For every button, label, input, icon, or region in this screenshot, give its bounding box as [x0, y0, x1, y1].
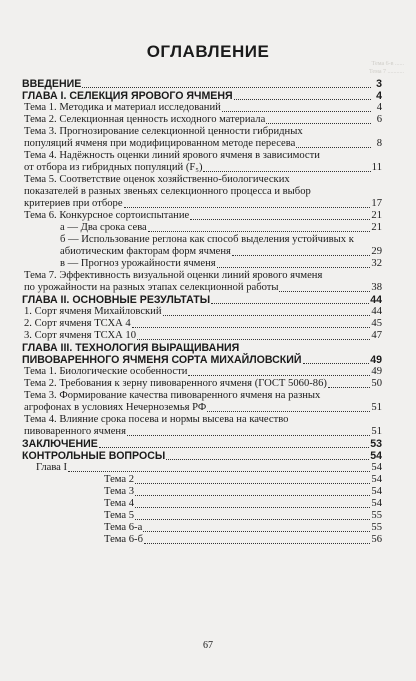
toc-page-number: 4 [376, 102, 382, 113]
toc-page-number: 3 [376, 78, 382, 90]
dot-leader [127, 435, 370, 436]
toc-entry-title: Тема 2. Селекционная ценность исходного материала [24, 114, 266, 125]
toc-entry-title: Глава I [36, 462, 68, 473]
dot-leader [211, 303, 369, 304]
toc-entry-line: б — Использование реглона как способ выделения устойчивых к [60, 234, 354, 245]
dot-leader [135, 495, 370, 496]
toc-heading [22, 438, 382, 450]
toc-entry [22, 174, 382, 210]
toc-entry-title: КОНТРОЛЬНЫЕ ВОПРОСЫ [22, 450, 166, 462]
dot-leader [296, 147, 371, 148]
toc-page-number: 29 [371, 246, 382, 257]
toc-entry-title: а — Два срока сева [60, 222, 147, 233]
toc-page-number: 17 [371, 198, 382, 209]
toc-entry [22, 234, 382, 258]
toc-entry [22, 498, 382, 510]
toc-page-number: 54 [371, 474, 382, 485]
toc-page-number: 49 [370, 354, 382, 366]
page-number: 67 [203, 640, 213, 651]
toc-entry [22, 222, 382, 234]
dot-leader [132, 327, 371, 328]
toc-entry-title: Тема 4 [104, 498, 135, 509]
toc-page-number: 54 [370, 450, 382, 462]
toc-entry-title: 2. Сорт ячменя ТСХА 4 [24, 318, 131, 329]
toc-page-number: 44 [371, 306, 382, 317]
dot-leader [203, 171, 370, 172]
dot-leader [124, 207, 371, 208]
toc-page-number: 53 [370, 438, 382, 450]
dot-leader [144, 543, 370, 544]
dot-leader [190, 219, 370, 220]
toc-entry-title: ПИВОВАРЕННОГО ЯЧМЕНЯ СОРТА МИХАЙЛОВСКИЙ [22, 354, 302, 366]
toc-entry [22, 306, 382, 318]
toc-entry-title: пивоваренного ячменя [24, 426, 126, 437]
toc-entry-title: агрофонах в условиях Нечерноземья РФ [24, 402, 207, 413]
toc-entry-line: Тема 7. Эффективность визуальной оценки линий ярового ячменя [24, 270, 323, 281]
dot-leader [217, 267, 371, 268]
toc-page-number: 11 [371, 162, 382, 173]
dot-leader [82, 87, 371, 88]
toc-page-number: 8 [376, 138, 382, 149]
toc-entry [22, 486, 382, 498]
dot-leader [148, 231, 371, 232]
dot-leader [222, 111, 371, 112]
toc-heading [22, 78, 382, 90]
toc-entry-title: ГЛАВА I. СЕЛЕКЦИЯ ЯРОВОГО ЯЧМЕНЯ [22, 90, 233, 102]
toc-entry-title: ВВЕДЕНИЕ [22, 78, 82, 90]
toc-entry-title: Тема 1. Биологические особенности [24, 366, 188, 377]
toc-entry-title: Тема 6. Конкурсное сортоиспытание [24, 210, 190, 221]
toc-entry-title: критериев при отборе [24, 198, 123, 209]
toc-entry-title: популяций ячменя при модифицированном методе пересева [24, 138, 296, 149]
toc-heading [22, 342, 382, 366]
bleed-through-text: Тема 6-в ...... Тема 7 ........... [368, 61, 404, 75]
dot-leader [135, 519, 370, 520]
toc-page-number: 55 [371, 510, 382, 521]
toc-entry [22, 522, 382, 534]
toc-page-number: 54 [371, 486, 382, 497]
toc-page-number: 32 [371, 258, 382, 269]
toc-heading [22, 294, 382, 306]
toc-entry-line: Тема 5. Соответствие оценок хозяйственно-биологических [24, 174, 290, 185]
toc-entry-title: ГЛАВА II. ОСНОВНЫЕ РЕЗУЛЬТАТЫ [22, 294, 211, 306]
toc-entry-title: Тема 5 [104, 510, 135, 521]
toc-entry [22, 210, 382, 222]
toc-page-number: 49 [371, 366, 382, 377]
dot-leader [68, 471, 370, 472]
toc-entry-title: Тема 2. Требования к зерну пивоваренного ячменя (ГОСТ 5060-86) [24, 378, 327, 389]
toc-page-number: 56 [371, 534, 382, 545]
toc-entry [22, 114, 382, 126]
toc-entry [22, 366, 382, 378]
dot-leader [163, 315, 371, 316]
toc-entry [22, 378, 382, 390]
toc-entry [22, 462, 382, 474]
toc-page-number: 50 [371, 378, 382, 389]
toc-entry [22, 474, 382, 486]
toc-page-number: 54 [371, 462, 382, 473]
toc-page-number: 4 [376, 90, 382, 102]
toc-page-number: 44 [370, 294, 382, 306]
toc-entry [22, 150, 382, 174]
toc-entry [22, 126, 382, 150]
toc-entry [22, 534, 382, 546]
toc-entry-title: в — Прогноз урожайности ячменя [60, 258, 216, 269]
toc-entry-title: Тема 6-а [104, 522, 143, 533]
toc-entry-title: Тема 3 [104, 486, 135, 497]
dot-leader [143, 531, 370, 532]
dot-leader [135, 507, 370, 508]
toc-entry [22, 330, 382, 342]
page-title: ОГЛАВЛЕНИЕ [146, 42, 270, 61]
toc-page-number: 6 [376, 114, 382, 125]
toc-entry-line: Тема 4. Влияние срока посева и нормы высева на качество [24, 414, 289, 425]
toc-entry-title: 3. Сорт ячменя ТСХА 10 [24, 330, 136, 341]
toc-entry-line: Тема 3. Формирование качества пивоваренного ячменя на разных [24, 390, 321, 401]
dot-leader [137, 339, 370, 340]
toc-entry-title: Тема 1. Методика и материал исследований [24, 102, 221, 113]
toc-entry-title: Тема 6-б [104, 534, 143, 545]
toc-entry-title: Тема 2 [104, 474, 135, 485]
toc-entry [22, 270, 382, 294]
toc-page-number: 47 [371, 330, 382, 341]
toc-page-number: 54 [371, 498, 382, 509]
dot-leader [266, 123, 371, 124]
toc-page-number: 45 [371, 318, 382, 329]
toc-entry [22, 318, 382, 330]
toc-entry-line: показателей в разных звеньях селекционного процесса и выбор [24, 186, 311, 197]
dot-leader [303, 363, 370, 364]
dot-leader [279, 291, 370, 292]
toc-entry [22, 258, 382, 270]
toc-entry [22, 102, 382, 114]
dot-leader [188, 375, 370, 376]
toc-entry [22, 414, 382, 438]
toc-entry [22, 510, 382, 522]
toc-page-number: 21 [371, 210, 382, 221]
toc-entry [22, 390, 382, 414]
dot-leader [135, 483, 370, 484]
toc-entry-title: ЗАКЛЮЧЕНИЕ [22, 438, 98, 450]
toc-heading [22, 450, 382, 462]
toc-page-number: 21 [371, 222, 382, 233]
toc-entry-title: 1. Сорт ячменя Михайловский [24, 306, 162, 317]
toc-page-number: 38 [371, 282, 382, 293]
dot-leader [234, 99, 371, 100]
dot-leader [166, 459, 369, 460]
toc-page-number: 55 [371, 522, 382, 533]
dot-leader [207, 411, 370, 412]
dot-leader [99, 447, 369, 448]
toc-page-number: 51 [371, 426, 382, 437]
toc-entry-line: Тема 4. Надёжность оценки линий ярового ячменя в зависимости [24, 150, 320, 161]
toc-heading [22, 90, 382, 102]
toc-entry-line: Тема 3. Прогнозирование селекционной ценности гибридных [24, 126, 303, 137]
toc-entry-title: абиотическим факторам форм ячменя [60, 246, 231, 257]
dot-leader [328, 387, 371, 388]
dot-leader [232, 255, 371, 256]
toc-page-number: 51 [371, 402, 382, 413]
toc-entry-line: ГЛАВА III. ТЕХНОЛОГИЯ ВЫРАЩИВАНИЯ [22, 342, 240, 354]
toc-entry-title: по урожайности на разных этапах селекционной работы [24, 282, 279, 293]
toc-entry-title: от отбора из гибридных популяций (F₅) [24, 162, 203, 173]
